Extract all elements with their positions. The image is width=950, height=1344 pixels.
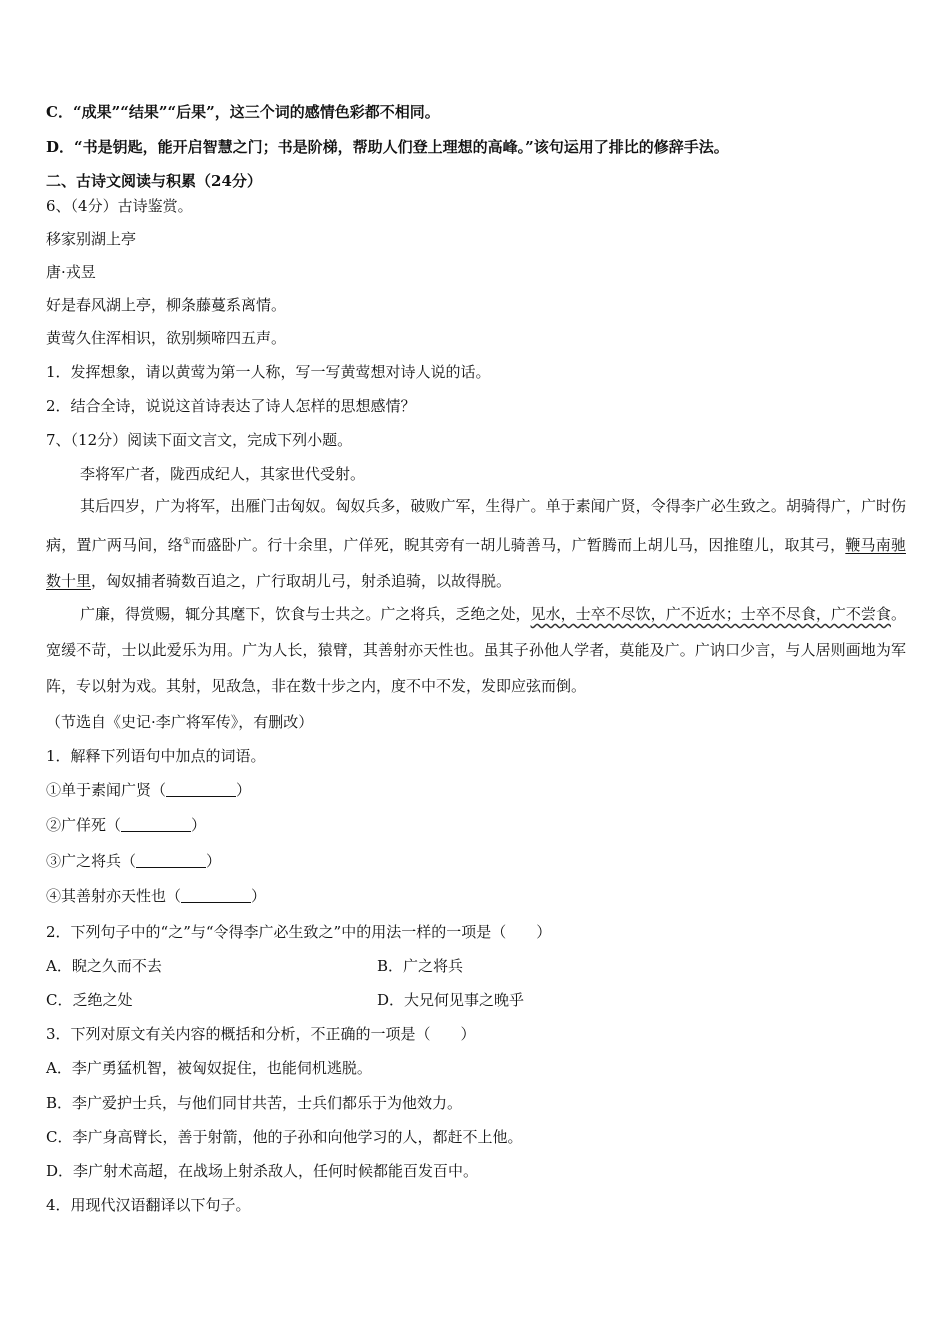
poem-line-2: 黄莺久住浑相识，欲别频啼四五声。 (46, 329, 287, 347)
q7-s2-option-d[interactable]: D．大兄何见事之晚乎 (377, 991, 525, 1009)
q7-s3-stem: 3．下列对原文有关内容的概括和分析，不正确的一项是（ ） (46, 1025, 476, 1043)
q7-s1-item-3: ③广之将兵（ ） (46, 852, 222, 870)
answer-blank[interactable] (121, 817, 191, 832)
prev-option-d: D．“书是钥匙，能开启智慧之门；书是阶梯，帮助人们登上理想的高峰。”该句运用了排比的修辞手法。 (46, 138, 729, 156)
poem-line-1: 好是春风湖上亭，柳条藤蔓系离情。 (46, 296, 287, 314)
answer-blank[interactable] (136, 853, 206, 868)
q7-s1-item-2: ②广佯死（ ） (46, 816, 207, 834)
q6-sub-1: 1．发挥想象，请以黄莺为第一人称，写一写黄莺想对诗人说的话。 (46, 363, 491, 381)
prev-option-c: C．“成果”“结果”“后果”，这三个词的感情色彩都不相同。 (46, 103, 440, 121)
q7-passage-p2: 其后四岁，广为将军，出雁门击匈奴。匈奴兵多，破败广军，生得广。单于素闻广贤，令得李广必生致之。胡骑得广，广时伤病，置广两马间，络①而盛卧广。行十余里，广佯死，睨其旁有一胡儿骑善马，广暂腾而上胡儿马，因推堕儿，取其弓，鞭马南驰数十里，匈奴捕者骑数百追之，广行取胡儿弓，射杀追骑，以故得脱。 (46, 497, 906, 590)
q7-s3-option-a[interactable]: A．李广勇猛机智，被匈奴捉住，也能伺机逃脱。 (46, 1059, 372, 1077)
answer-blank[interactable] (166, 782, 236, 797)
q7-s3-option-c[interactable]: C．李广身高臂长，善于射箭，他的子孙和向他学习的人，都赶不上他。 (46, 1128, 523, 1146)
q7-passage-p1: 李将军广者，陇西成纪人，其家世代受射。 (80, 465, 366, 483)
q7-s2-option-a[interactable]: A．睨之久而不去 (46, 957, 162, 975)
underlined-sentence: 鞭马南驰数十里 (46, 536, 906, 590)
poem-title: 移家别湖上亭 (46, 230, 137, 248)
q7-intro: 7、（12分）阅读下面文言文，完成下列小题。 (46, 431, 353, 449)
q7-s4-stem: 4．用现代汉语翻译以下句子。 (46, 1196, 251, 1214)
answer-blank[interactable] (181, 888, 251, 903)
q7-passage-p3: 广廉，得赏赐，辄分其麾下，饮食与士共之。广之将兵，乏绝之处，见水，士卒不尽饮，广不近水；士卒不尽食，广不尝食。宽缓不苛，士以此爱乐为用。广为人长，猿臂，其善射亦天性也。虽其子孙他人学者，莫能及广。广讷口少言，与人居则画地为军阵，专以射为戏。其射，见敌急，非在数十步之内，度不中不发，发即应弦而倒。 (46, 605, 906, 695)
q7-s2-option-c[interactable]: C．乏绝之处 (46, 991, 133, 1009)
wavy-underlined-sentence: 见水，士卒不尽饮，广不近水；士卒不尽食，广不尝食 (530, 605, 891, 623)
footnote-marker: ① (182, 537, 192, 547)
q7-s1-item-1: ①单于素闻广贤（ ） (46, 781, 252, 799)
q7-s3-option-b[interactable]: B．李广爱护士兵，与他们同甘共苦，士兵们都乐于为他效力。 (46, 1094, 463, 1112)
passage-source: （节选自《史记·李广将军传》，有删改） (46, 713, 314, 731)
q7-s1-stem: 1．解释下列语句中加点的词语。 (46, 747, 266, 765)
q7-s1-item-4: ④其善射亦天性也（ ） (46, 887, 267, 905)
q7-s2-option-b[interactable]: B．广之将兵 (377, 957, 464, 975)
poem-author: 唐·戎昱 (46, 263, 96, 281)
q6-sub-2: 2．结合全诗，说说这首诗表达了诗人怎样的思想感情？ (46, 397, 416, 415)
section-heading: 二、古诗文阅读与积累（24分） (46, 172, 262, 190)
q7-s2-stem: 2．下列句子中的“之”与“令得李广必生致之”中的用法一样的一项是（ ） (46, 923, 552, 941)
q6-intro: 6、（4分）古诗鉴赏。 (46, 197, 193, 215)
q7-s3-option-d[interactable]: D．李广射术高超，在战场上射杀敌人，任何时候都能百发百中。 (46, 1162, 479, 1180)
